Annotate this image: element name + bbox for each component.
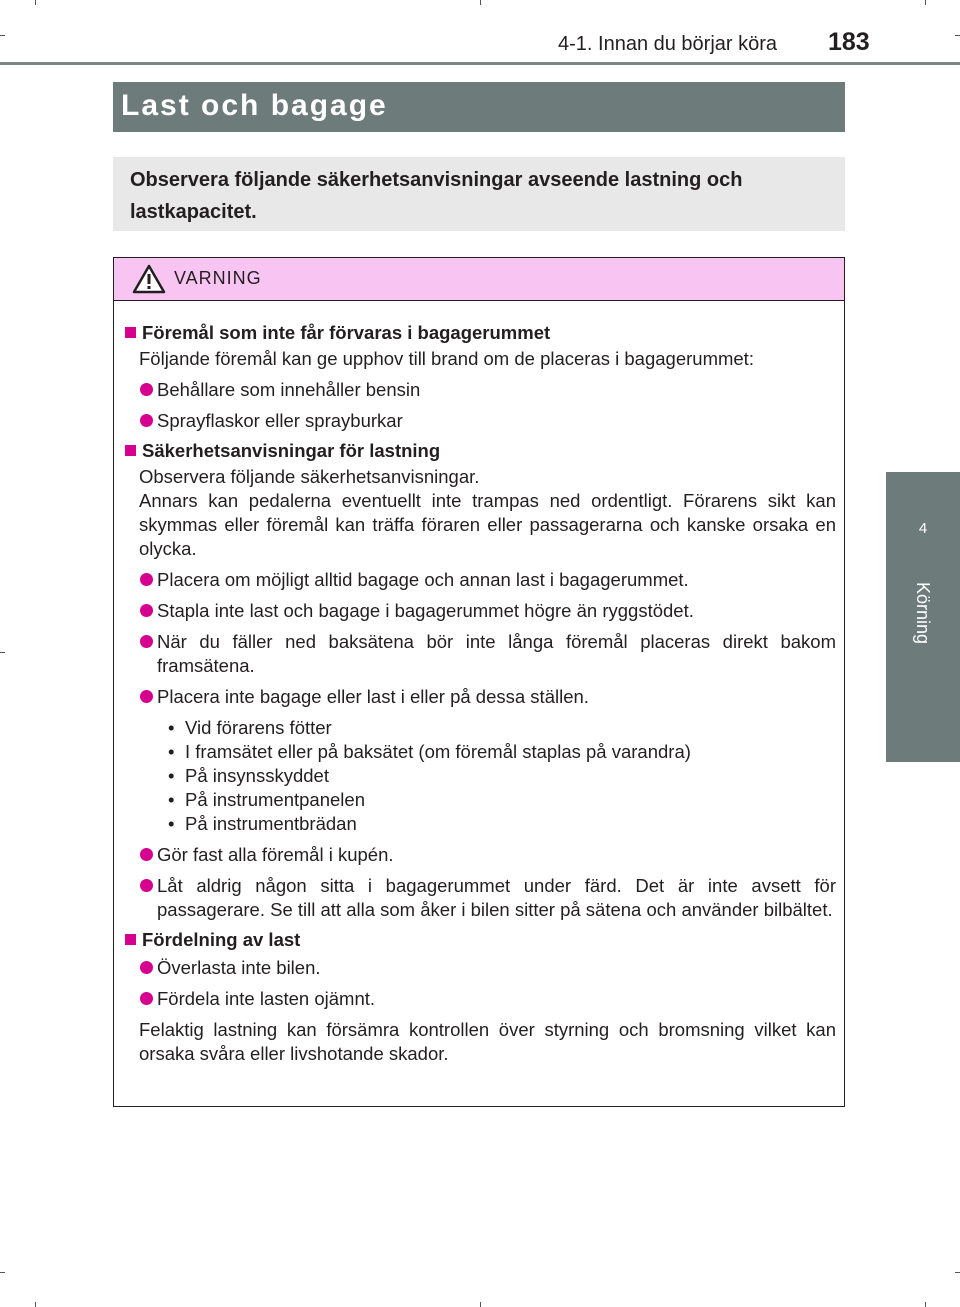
sub-item: • På instrumentpanelen [168,789,365,810]
crop-mark [955,35,960,36]
warning-triangle-icon [132,264,166,294]
dot-bullet-icon [140,573,153,586]
dot-bullet-icon [140,635,153,648]
dot-bullet-icon [140,414,153,427]
paragraph: Felaktig lastning kan försämra kontrollen över styrning och bromsning vilket kan orsaka svåra eller livshotande skador. [139,1019,836,1064]
page-title: Last och bagage [113,82,845,132]
section-heading [124,321,836,345]
header-rule [0,62,960,65]
paragraph: Observera följande säkerhetsanvisningar. [139,466,480,487]
sub-item: • På insynsskyddet [168,765,329,786]
bullet-item: Gör fast alla föremål i kupén. [124,843,836,867]
bullet-item: När du fäller ned baksätena bör inte långa föremål placeras direkt bakom framsätena. [124,630,836,678]
bullet-item: Överlasta inte bilen. [124,956,836,980]
sub-item: • På instrumentbrädan [168,813,357,834]
bullet-item: Fördela inte lasten ojämnt. [124,987,836,1011]
sub-list [124,716,836,836]
dot-bullet-icon [140,848,153,861]
section-label: 4-1. Innan du börjar köra [558,33,778,55]
bullet-item: Stapla inte last och bagage i bagagerummet högre än ryggstödet. [124,599,836,623]
dot-bullet-icon [140,604,153,617]
paragraph: Följande föremål kan ge upphov till brand om de placeras i bagagerummet: [139,348,754,369]
crop-mark [0,652,5,653]
bullet-item: Behållare som innehåller bensin [124,378,836,402]
section-heading [124,928,836,952]
crop-mark [35,0,36,5]
crop-mark [35,1302,36,1307]
chapter-tab [886,472,960,762]
square-bullet-icon [125,934,136,945]
section-heading [124,439,836,463]
dot-bullet-icon [140,879,153,892]
sub-item: • Vid förarens fötter [168,717,332,738]
dot-bullet-icon [140,690,153,703]
crop-mark [925,1302,926,1307]
crop-mark [480,0,481,5]
intro-text: Observera följande säkerhetsanvisningar avseende lastning och lastkapacitet. [113,157,845,231]
page-number: 183 [828,28,870,56]
warning-header [114,258,844,301]
square-bullet-icon [125,327,136,338]
crop-mark [925,0,926,5]
warning-body [114,301,844,1066]
bullet-item: Sprayflaskor eller sprayburkar [124,409,836,433]
bullet-item: Placera inte bagage eller last i eller på dessa ställen. [124,685,836,709]
heading-text: Fördelning av last [142,929,301,950]
crop-mark [0,35,5,36]
crop-mark [955,1272,960,1273]
bullet-item: Placera om möjligt alltid bagage och annan last i bagagerummet. [124,568,836,592]
paragraph: Annars kan pedalerna eventuellt inte trampas ned ordentligt. Förarens sikt kan skymmas eller föremål kan träffa föraren eller passagerarna och kanske orsaka en olycka. [139,490,836,559]
warning-label: VARNING [174,268,262,288]
sub-item: • I framsätet eller på baksätet (om föremål staplas på varandra) [168,741,691,762]
heading-text: Föremål som inte får förvaras i bagagerummet [142,322,551,343]
dot-bullet-icon [140,992,153,1005]
chapter-label: Körning [913,582,933,645]
square-bullet-icon [125,445,136,456]
crop-mark [0,1272,5,1273]
crop-mark [480,1302,481,1307]
dot-bullet-icon [140,383,153,396]
heading-text: Säkerhetsanvisningar för lastning [142,440,441,461]
warning-box [113,257,845,1107]
bullet-item: Låt aldrig någon sitta i bagagerummet under färd. Det är inte avsett för passagerare. Se till att alla som åker i bilen sitter på sätena och använder bilbältet. [124,874,836,922]
chapter-number: 4 [918,520,928,537]
dot-bullet-icon [140,961,153,974]
